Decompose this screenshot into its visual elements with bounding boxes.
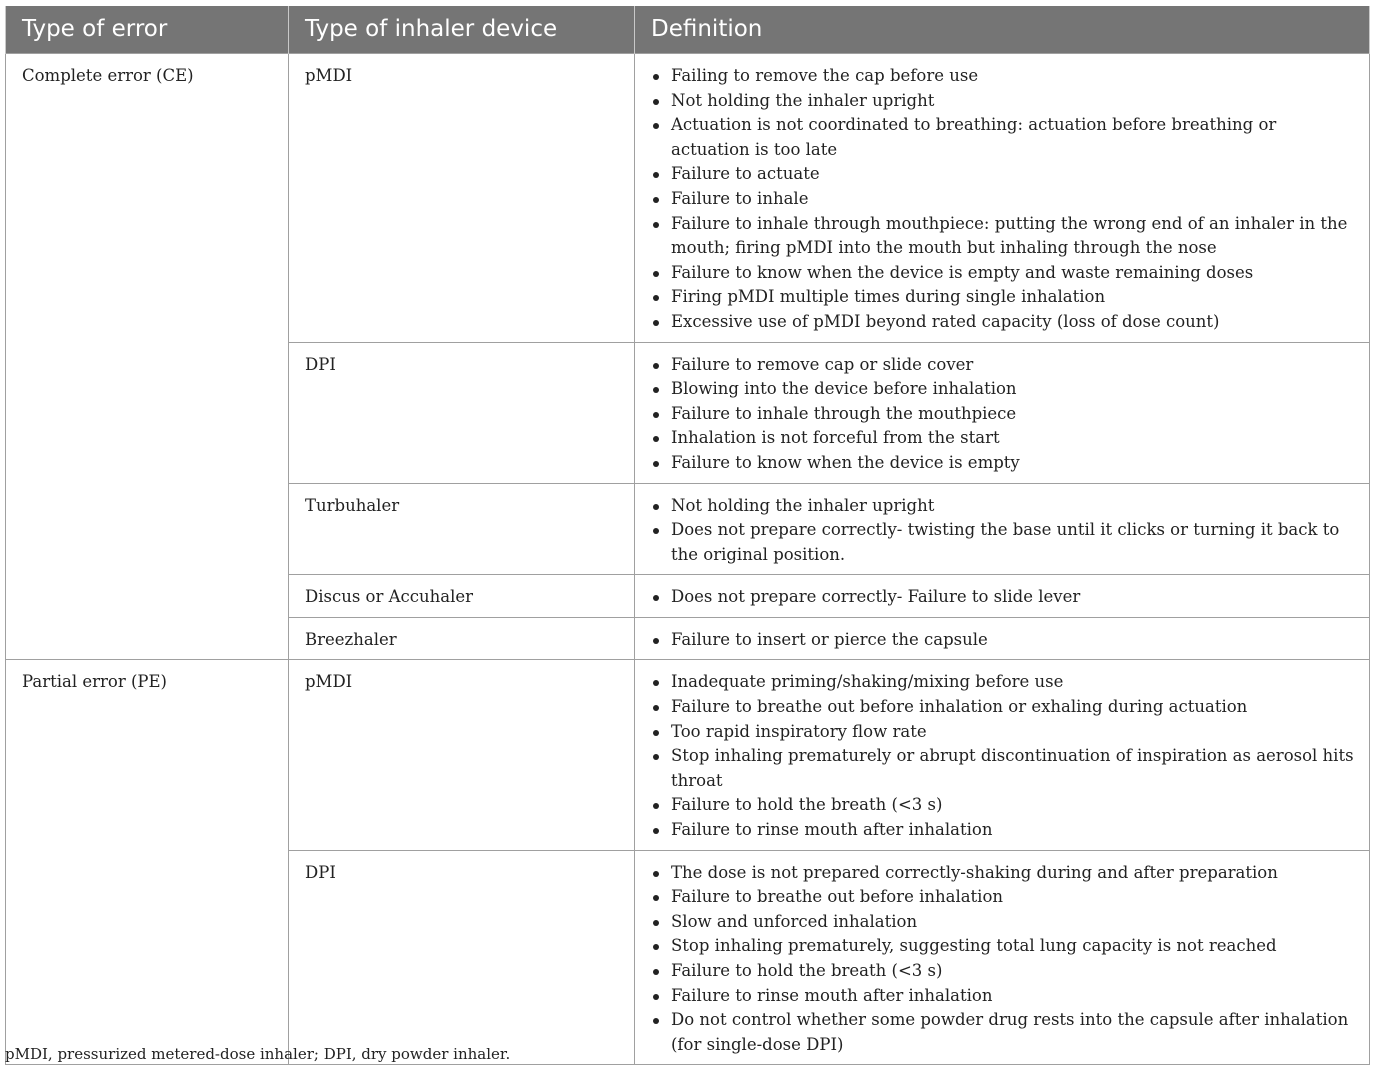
definition-item: Inhalation is not forceful from the start — [653, 426, 1359, 451]
definition-item: Firing pMDI multiple times during single inhalation — [653, 285, 1359, 310]
error-type-cell: Partial error (PE) — [6, 660, 289, 1065]
definition-item: Does not prepare correctly- twisting the base until it clicks or turning it back to the original position. — [653, 518, 1359, 567]
device-type-cell: Breezhaler — [289, 617, 635, 660]
definition-item: Excessive use of pMDI beyond rated capacity (loss of dose count) — [653, 310, 1359, 335]
definition-item: Stop inhaling prematurely or abrupt discontinuation of inspiration as aerosol hits throat — [653, 744, 1359, 793]
definition-item: Failure to rinse mouth after inhalation — [653, 984, 1359, 1009]
table-row — [6, 660, 1370, 850]
definition-item: Failure to remove cap or slide cover — [653, 353, 1359, 378]
device-type-cell: Turbuhaler — [289, 483, 635, 575]
definition-item: Slow and unforced inhalation — [653, 910, 1359, 935]
definition-item: Too rapid inspiratory flow rate — [653, 720, 1359, 745]
definition-item: Failure to hold the breath (<3 s) — [653, 793, 1359, 818]
definition-item: Failing to remove the cap before use — [653, 64, 1359, 89]
definition-item: Failure to breathe out before inhalation or exhaling during actuation — [653, 695, 1359, 720]
column-header-error-type: Type of error — [6, 6, 289, 54]
device-type-cell: pMDI — [289, 660, 635, 850]
definition-item: The dose is not prepared correctly-shaking during and after preparation — [653, 861, 1359, 886]
definition-item: Failure to rinse mouth after inhalation — [653, 818, 1359, 843]
definition-item: Failure to inhale through mouthpiece: putting the wrong end of an inhaler in the mouth; firing pMDI into the mouth but inhaling through the nose — [653, 212, 1359, 261]
definition-item: Failure to hold the breath (<3 s) — [653, 959, 1359, 984]
definition-list — [653, 670, 1359, 842]
definition-item: Failure to insert or pierce the capsule — [653, 628, 1359, 653]
definition-item: Blowing into the device before inhalation — [653, 377, 1359, 402]
table-body — [6, 54, 1370, 1065]
definition-list — [653, 64, 1359, 335]
definition-item: Actuation is not coordinated to breathing: actuation before breathing or actuation is too late — [653, 113, 1359, 162]
device-type-cell: DPI — [289, 342, 635, 483]
definition-item: Stop inhaling prematurely, suggesting total lung capacity is not reached — [653, 934, 1359, 959]
column-header-definition: Definition — [635, 6, 1370, 54]
definition-item: Failure to inhale through the mouthpiece — [653, 402, 1359, 427]
definition-item: Do not control whether some powder drug rests into the capsule after inhalation (for single-dose DPI) — [653, 1008, 1359, 1057]
table-footnote: pMDI, pressurized metered-dose inhaler; DPI, dry powder inhaler. — [5, 1045, 511, 1063]
table-row — [6, 54, 1370, 343]
device-type-cell: pMDI — [289, 54, 635, 343]
definition-item: Failure to breathe out before inhalation — [653, 885, 1359, 910]
definition-list — [653, 628, 1359, 653]
definition-item: Does not prepare correctly- Failure to slide lever — [653, 585, 1359, 610]
definition-item: Failure to actuate — [653, 162, 1359, 187]
column-header-device-type: Type of inhaler device — [289, 6, 635, 54]
definition-cell — [635, 54, 1370, 343]
definition-cell — [635, 850, 1370, 1065]
definition-item: Not holding the inhaler upright — [653, 494, 1359, 519]
definition-cell — [635, 483, 1370, 575]
definition-cell — [635, 660, 1370, 850]
definition-item: Failure to know when the device is empty and waste remaining doses — [653, 261, 1359, 286]
definition-list — [653, 353, 1359, 476]
header-row — [6, 6, 1370, 54]
error-type-cell: Complete error (CE) — [6, 54, 289, 660]
inhaler-error-table — [5, 6, 1370, 1065]
definition-list — [653, 585, 1359, 610]
table-container — [5, 6, 1369, 1065]
device-type-cell: Discus or Accuhaler — [289, 575, 635, 618]
definition-cell — [635, 575, 1370, 618]
definition-item: Not holding the inhaler upright — [653, 89, 1359, 114]
definition-list — [653, 494, 1359, 568]
definition-cell — [635, 617, 1370, 660]
definition-item: Failure to know when the device is empty — [653, 451, 1359, 476]
definition-item: Failure to inhale — [653, 187, 1359, 212]
definition-item: Inadequate priming/shaking/mixing before use — [653, 670, 1359, 695]
definition-cell — [635, 342, 1370, 483]
device-type-cell: DPI — [289, 850, 635, 1065]
definition-list — [653, 861, 1359, 1058]
